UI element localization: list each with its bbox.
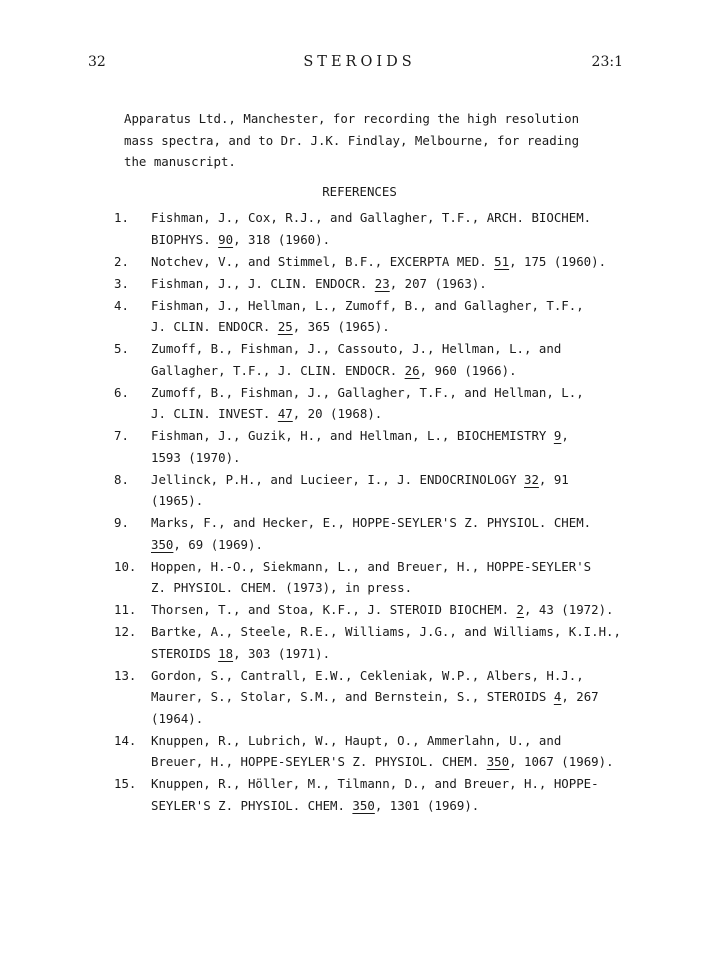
reference-number: 4. [114, 297, 129, 313]
volume-number: 26 [404, 362, 420, 378]
reference-text: BIOPHYS. [151, 231, 219, 247]
reference-number: 12. [114, 624, 137, 639]
reference-text: , 91 [538, 471, 569, 487]
reference-line [151, 686, 634, 708]
reference-text: Fishman, J., Hellman, L., Zumoff, B., and Gallagher, T.F., [151, 297, 584, 313]
reference-text: , [561, 428, 569, 443]
reference-text: (1965). [151, 493, 204, 508]
reference-text: (1964). [151, 710, 204, 726]
reference-text: , 267 [561, 689, 599, 704]
reference-text: J. CLIN. INVEST. [151, 406, 278, 421]
reference-line [151, 273, 634, 295]
reference-number: 15. [114, 776, 137, 791]
reference-line [151, 599, 634, 621]
reference-item [114, 207, 634, 250]
reference-line [151, 295, 634, 317]
reference-line [151, 447, 634, 469]
reference-line [151, 751, 634, 773]
volume-number: 4 [553, 689, 562, 704]
reference-line [151, 773, 634, 795]
reference-line [151, 360, 634, 382]
reference-line [151, 490, 634, 512]
reference-line [151, 708, 634, 730]
reference-line [151, 229, 634, 251]
reference-line [151, 512, 634, 534]
volume-number: 2 [516, 602, 524, 617]
reference-text: Hoppen, H.-O., Siekmann, L., and Breuer, H., HOPPE-SEYLER'S [151, 558, 592, 574]
reference-item [114, 469, 634, 512]
reference-line [151, 577, 634, 599]
reference-number: 11. [114, 602, 137, 617]
reference-text: STEROIDS [151, 645, 219, 661]
reference-text: , 365 (1965). [292, 319, 390, 334]
reference-line [151, 425, 634, 447]
reference-text: Marks, F., and Hecker, E., HOPPE-SEYLER'S Z. PHYSIOL. CHEM. [151, 515, 592, 530]
reference-item [114, 665, 634, 730]
reference-line [151, 403, 634, 425]
reference-item [114, 295, 634, 338]
reference-list [114, 207, 634, 817]
reference-item [114, 425, 634, 468]
reference-number: 8. [114, 471, 129, 487]
reference-text: , 960 (1966). [419, 362, 517, 378]
reference-text: Fishman, J., J. CLIN. ENDOCR. [151, 275, 375, 291]
volume-number: 32 [524, 471, 539, 487]
volume-number: 9 [553, 428, 562, 443]
reference-number: 2. [114, 253, 129, 269]
reference-text: Zumoff, B., Fishman, J., Gallagher, T.F., and Hellman, L., [151, 384, 584, 400]
acknowledgement-line: Apparatus Ltd., Manchester, for recording the high resolution [124, 111, 580, 126]
reference-number: 10. [114, 558, 137, 574]
volume-number: 25 [277, 319, 293, 334]
reference-line [151, 556, 634, 578]
volume-number: 51 [494, 253, 510, 269]
volume-number: 350 [486, 754, 510, 769]
reference-text: Fishman, J., Cox, R.J., and Gallagher, T.F., ARCH. BIOCHEM. [151, 210, 592, 225]
volume-number: 90 [218, 231, 234, 247]
reference-text: J. CLIN. ENDOCR. [151, 319, 278, 334]
volume-number: 47 [277, 406, 293, 421]
reference-number: 1. [114, 210, 129, 225]
reference-item [114, 512, 634, 555]
reference-item [114, 730, 634, 773]
acknowledgement-line: mass spectra, and to Dr. J.K. Findlay, Melbourne, for reading [124, 132, 580, 148]
reference-text: 1593 (1970). [151, 449, 241, 465]
reference-line [151, 665, 634, 687]
volume-number: 18 [218, 645, 234, 661]
reference-text: Fishman, J., Guzik, H., and Hellman, L., BIOCHEMISTRY [151, 428, 554, 443]
reference-item [114, 338, 634, 381]
reference-item [114, 773, 634, 816]
reference-text: Gallagher, T.F., J. CLIN. ENDOCR. [151, 362, 405, 378]
reference-line [151, 382, 634, 404]
reference-item [114, 382, 634, 425]
running-head-journal: STEROIDS [303, 54, 416, 70]
reference-number: 5. [114, 341, 129, 356]
reference-text: Maurer, S., Stolar, S.M., and Bernstein, S., STEROIDS [151, 689, 554, 704]
reference-text: , 20 (1968). [292, 406, 383, 421]
reference-line [151, 643, 634, 665]
reference-item [114, 621, 634, 664]
reference-text: Notchev, V., and Stimmel, B.F., EXCERPTA MED. [151, 253, 495, 269]
reference-text: , 1067 (1969). [509, 754, 614, 769]
reference-text: Gordon, S., Cantrall, E.W., Cekleniak, W.P., Albers, H.J., [151, 667, 584, 683]
reference-line [151, 795, 634, 817]
reference-number: 14. [114, 732, 137, 748]
reference-text: , 1301 (1969). [374, 797, 480, 813]
reference-line [151, 730, 634, 752]
reference-item [114, 599, 634, 621]
reference-line [151, 251, 634, 273]
reference-number: 9. [114, 515, 129, 530]
reference-line [151, 534, 634, 556]
reference-number: 7. [114, 428, 129, 443]
reference-line [151, 207, 634, 229]
reference-text: Thorsen, T., and Stoa, K.F., J. STEROID BIOCHEM. [151, 602, 517, 617]
reference-line [151, 316, 634, 338]
reference-line [151, 469, 634, 491]
reference-line [151, 338, 634, 360]
acknowledgement-line: the manuscript. [124, 154, 236, 169]
reference-item [114, 556, 634, 599]
page-number: 32 [88, 54, 106, 70]
reference-text: , 43 (1972). [524, 602, 614, 617]
reference-number: 6. [114, 384, 129, 400]
reference-item [114, 273, 634, 295]
reference-text: , 318 (1960). [233, 231, 331, 247]
reference-item [114, 251, 634, 273]
reference-text: , 175 (1960). [509, 253, 607, 269]
reference-text: Knuppen, R., Lubrich, W., Haupt, O., Ammerlahn, U., and [151, 732, 562, 748]
reference-text: Jellinck, P.H., and Lucieer, I., J. ENDOCRINOLOGY [151, 471, 524, 487]
references-heading: REFERENCES [322, 184, 397, 199]
reference-text: SEYLER'S Z. PHYSIOL. CHEM. [151, 797, 353, 813]
reference-number: 3. [114, 275, 129, 291]
acknowledgement-paragraph [124, 108, 644, 173]
volume-number: 350 [151, 536, 174, 552]
reference-line [151, 621, 634, 643]
volume-issue: 23:1 [591, 54, 623, 70]
reference-number: 13. [114, 667, 137, 683]
reference-text: , 303 (1971). [233, 645, 331, 661]
reference-text: Z. PHYSIOL. CHEM. (1973), in press. [151, 580, 413, 595]
reference-text: Knuppen, R., Höller, M., Tilmann, D., and Breuer, H., HOPPE- [151, 776, 599, 791]
reference-text: Bartke, A., Steele, R.E., Williams, J.G., and Williams, K.I.H., [151, 624, 621, 639]
reference-text: , 69 (1969). [173, 536, 263, 552]
reference-text: Breuer, H., HOPPE-SEYLER'S Z. PHYSIOL. CHEM. [151, 754, 487, 769]
volume-number: 350 [352, 797, 375, 813]
volume-number: 23 [374, 275, 390, 291]
reference-text: Zumoff, B., Fishman, J., Cassouto, J., Hellman, L., and [151, 341, 562, 356]
reference-text: , 207 (1963). [389, 275, 487, 291]
